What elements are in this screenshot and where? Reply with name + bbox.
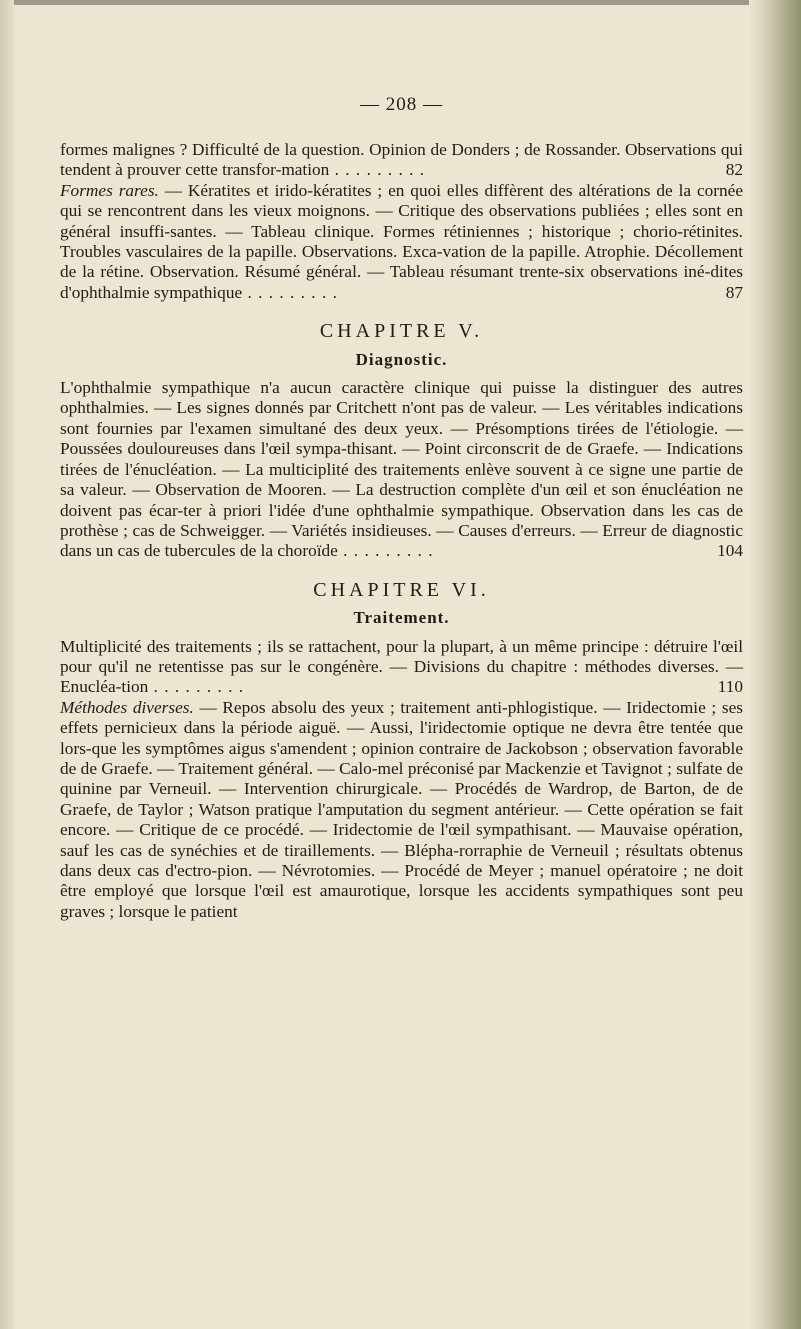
toc-section bbox=[60, 321, 743, 561]
chapter-subtitle: Diagnostic. bbox=[355, 349, 448, 369]
toc-entry bbox=[60, 698, 743, 922]
chapter-title: CHAPITRE VI. bbox=[313, 578, 490, 601]
entry-text: L'ophthalmie sympathique n'a aucun caractère clinique qui puisse la distinguer des autres ophthalmies. — Les signes donnés par Critchett n'ont pas de valeur. — Les véritables indications sont fournies par l'examen simultané des deux yeux. — Présomptions tirées de l'étiologie. — Poussées douloureuses dans l'œil sympa-thisant. — Point circonscrit de de Graefe. — Indications tirées de l'énucléation. — La multiciplité des traitements enlève souvent à ce signe une partie de sa valeur. — Observation de Mooren. — La destruction complète d'un œil et son énucléation ne doivent pas écar-ter à priori l'idée d'une ophthalmie sympathique. Observation dans les cas de prothèse ; cas de Schweigger. — Variétés insidieuses. — Causes d'erreurs. — Erreur de diagnostic dans un cas de tubercules de la choroïde bbox=[60, 378, 743, 561]
dot-leader: . . . . . . . . . bbox=[148, 677, 245, 697]
page-number: — 208 — bbox=[360, 94, 443, 115]
page-ref: 110 bbox=[717, 677, 743, 697]
toc-entry bbox=[60, 140, 743, 181]
page-ref: 87 bbox=[725, 282, 743, 302]
page-gutter-shadow bbox=[749, 0, 801, 1329]
toc-entry bbox=[60, 181, 743, 303]
page-ref: 82 bbox=[725, 160, 743, 180]
page-top-edge bbox=[0, 0, 801, 5]
page-left-edge bbox=[0, 0, 14, 1329]
chapter-subtitle: Traitement. bbox=[353, 608, 450, 628]
toc-entry bbox=[60, 637, 743, 698]
entry-lead: Formes rares. bbox=[60, 180, 159, 200]
table-of-contents bbox=[60, 140, 743, 922]
dot-leader: . . . . . . . . . bbox=[329, 160, 426, 180]
entry-text: — Kératites et irido-kératites ; en quoi elles diffèrent des altérations de la cornée qui se rencontrent dans les vieux moignons. — Critique des observations publiées ; elles sont en général insuffi-santes. — Tableau clinique. Formes rétiniennes ; historique ; chorio-rétinites. Troubles vasculaires de la papille. Observations. Exca-vation de la papille. Atrophie. Décollement de la rétine. Observation. Résumé général. — Tableau résumant trente-six observations iné-dites d'ophthalmie sympathique bbox=[60, 180, 743, 302]
chapter-title: CHAPITRE V. bbox=[319, 320, 484, 343]
dot-leader: . . . . . . . . . bbox=[242, 282, 338, 302]
toc-section bbox=[60, 140, 743, 303]
entry-text: formes malignes ? Difficulté de la question. Opinion de Donders ; de Rossander. Observations qui tendent à prouver cette transfor-mation bbox=[60, 140, 743, 180]
entry-text: Multiplicité des traitements ; ils se rattachent, pour la plupart, à un même principe : détruire l'œil pour qu'il ne retentisse pas sur le congénère. — Divisions du chapitre : méthodes diverses. — Enucléa-tion bbox=[60, 636, 743, 697]
entry-lead: Méthodes diverses. bbox=[60, 697, 194, 717]
toc-entry bbox=[60, 378, 743, 562]
toc-section bbox=[60, 580, 743, 923]
dot-leader: . . . . . . . . . bbox=[337, 541, 434, 561]
page-ref: 104 bbox=[717, 541, 743, 561]
entry-text: — Repos absolu des yeux ; traitement anti-phlogistique. — Iridectomie ; ses effets pernicieux dans la période aiguë. — Aussi, l'iridectomie optique ne devra être tentée que lors-que les symptômes aigus s'amendent ; opinion contraire de Jackobson ; observation favorable de de Graefe. — Traitement général. — Calo-mel préconisé par Mackenzie et Tavignot ; sulfate de quinine par Verneuil. — Intervention chirurgicale. — Procédés de Wardrop, de Barton, de de Graefe, de Taylor ; Watson pratique l'amputation du segment antérieur. — Cette opération se fait encore. — Critique de ce procédé. — Iridectomie de l'œil sympathisant. — Mauvaise opération, sauf les cas de synéchies et de tiraillements. — Blépha-rorraphie de Verneuil ; résultats obtenus dans deux cas d'ectro-pion. — Névrotomies. — Procédé de Meyer ; manuel opératoire ; ne doit être employé que lorsque l'œil est amaurotique, lorsque les accidents sympathiques sont peu graves ; lorsque le patient bbox=[60, 697, 744, 921]
